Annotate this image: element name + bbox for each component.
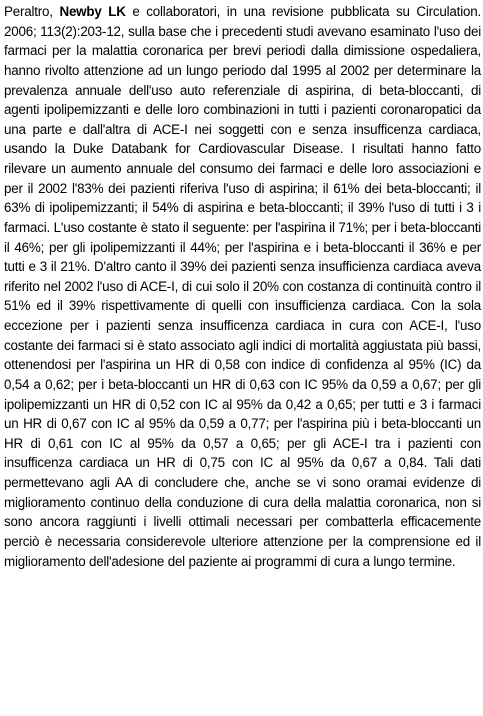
paragraph-body: e collaboratori, in una revisione pubblicata su Circulation. 2006; 113(2):203-12, sulla base che i precedenti studi avevano esaminato l'uso dei farmaci per la malattia coronarica per brevi periodi dalla dimissione ospedaliera, hanno rivolto attenzione ad un lungo periodo dal 1995 al 2002 per determinare la prevalenza annuale dell'uso auto referenziale di aspirina, di beta-bloccanti, di agenti ipolipemizzanti e delle loro combinazioni in tutti i pazienti coronaropatici da una parte e dall'altra di ACE-I nei soggetti con e senza insufficenza cardiaca, usando la Duke Databank for Cardiovascular Disease. I risultati hanno fatto rilevare un aumento annuale del consumo dei farmaci e delle loro associazioni e per il 2002 l'83% dei pazienti riferiva l'uso di aspirina; il 61% dei beta-bloccanti; il 63% di ipolipemizzanti; il 54% di aspirina e beta-bloccanti; il 39% l'uso di tutti i 3 i farmaci. L'uso costante è stato il seguente: per l'aspirina il 71%; per i beta-bloccanti il 46%; per gli ipolipemizzanti il 44%; per l'aspirina e i beta-bloccanti il 36% e per tutti e 3 il 21%. D'altro canto il 39% dei pazienti senza insufficienza cardiaca aveva riferito nel 2002 l'uso di ACE-I, di cui solo il 20% con costanza di continuità contro il 51% ed il 39% rispettivamente di quelli con insufficienza cardiaca. Con la sola eccezione per i pazienti senza insufficenza cardiaca in cura con ACE-I, l'uso costante dei farmaci si è stato associato agli indici di mortalità aggiustata più bassi, ottenendosi per l'aspirina un HR di 0,58 con indice di confidenza al 95% (IC) da 0,54 a 0,62; per i beta-bloccanti un HR di 0,63 con IC 95% da 0,59 a 0,67; per gli ipolipemizzanti un HR di 0,52 con IC al 95% da 0,42 a 0,65; per tutti e 3 i farmaci un HR di 0,67 con IC al 95% da 0,59 a 0,77; per l'aspirina più i beta-bloccanti un HR di 0,61 con IC al 95% da 0,57 a 0,65; per gli ACE-I tra i pazienti con insufficenza cardiaca un HR di 0,75 con IC al 95% da 0,67 a 0,84. Tali dati permettevano agli AA di concludere che, anche se vi sono oramai evidenze di miglioramento continuo della conduzione di cura della malattia coronarica, non si sono ancora raggiunti i livelli ottimali necessari per combatterla efficacemente perciò è necessaria considerevole ulteriore attenzione per la comprensione ed il miglioramento dell'adesione del paziente ai programmi di cura a lungo termine. bbox=[4, 4, 481, 569]
author-name: Newby LK bbox=[59, 4, 126, 19]
article-paragraph bbox=[4, 2, 481, 571]
document-page bbox=[4, 2, 481, 571]
paragraph-intro: Peraltro, bbox=[4, 4, 60, 19]
